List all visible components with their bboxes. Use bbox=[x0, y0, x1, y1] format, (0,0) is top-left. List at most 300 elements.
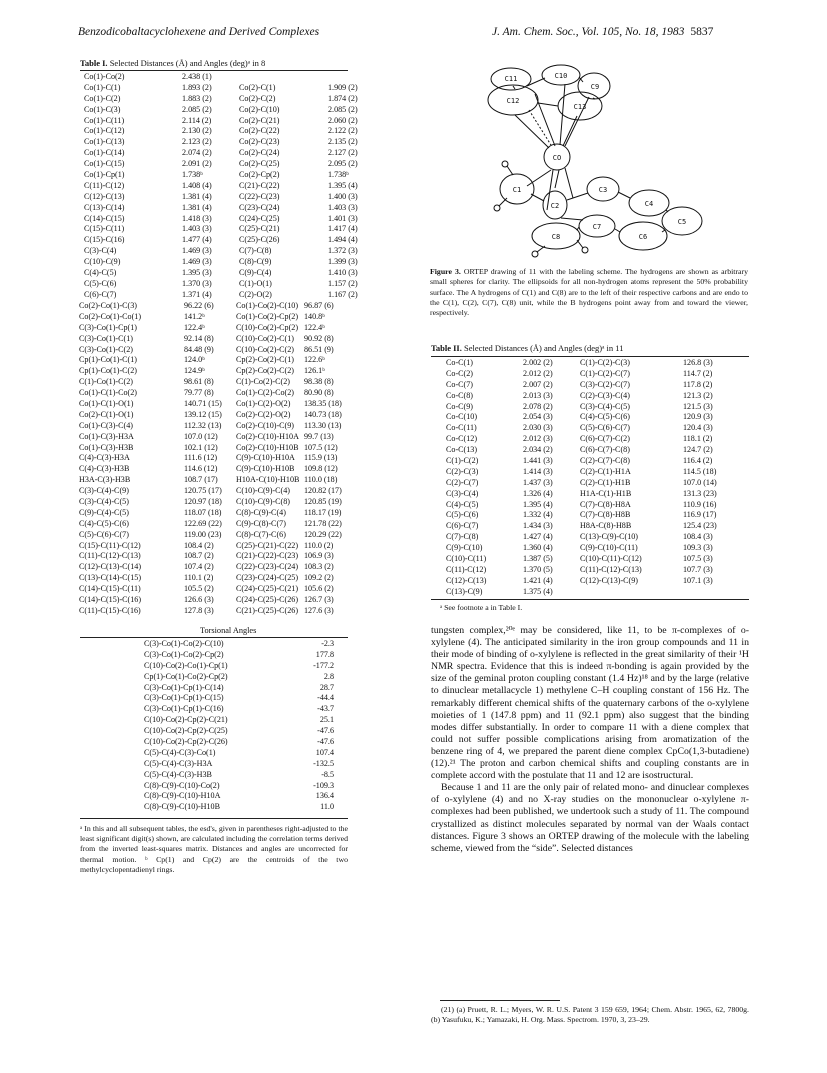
table1-row-value: 102.1 (12) bbox=[184, 442, 218, 452]
table1-row-value: 2.095 (2) bbox=[328, 159, 358, 169]
table2-row-value: 2.030 (3) bbox=[523, 423, 553, 433]
table2-row-value: 107.5 (3) bbox=[683, 554, 713, 564]
table2-caption bbox=[431, 343, 623, 353]
table1-row-label: C(23)-C(24) bbox=[239, 202, 280, 212]
table1-row-value: 1.381 (4) bbox=[182, 202, 212, 212]
table1-row-value: 1.403 (3) bbox=[328, 202, 358, 212]
table1-row-label: H3A-C(3)-H3B bbox=[79, 475, 131, 485]
table1-row-label: Co(2)-C(24) bbox=[239, 148, 280, 158]
table1-row-value: 1.403 (3) bbox=[182, 224, 212, 234]
table1-footnote: ᵃ In this and all subsequent tables, the esd's, given in parentheses right-adjusted to the least significant digit(s) shown, are calculated including the correlation terms derived from the inverted least-squares matrix. Distances and angles are uncorrected for thermal motion. ᵇ Cp(1) and Cp(2) are the centroids of the two methylcyclopentadienyl rings. bbox=[80, 824, 348, 874]
table1-row-label: C(10)-Co(2)-Cp(2) bbox=[236, 322, 299, 332]
table1-row-label: Co(2)-C(2) bbox=[239, 93, 276, 103]
table1-row-label: Co(1)-C(1)-Co(2) bbox=[79, 388, 137, 398]
table1-row-value: 106.9 (3) bbox=[304, 551, 334, 561]
torsion-row-label: C(10)-Co(2)-Cp(2)-C(25) bbox=[144, 726, 228, 736]
table2-row-label: C(5)-C(6) bbox=[446, 510, 479, 520]
table1-row-value: 1.909 (2) bbox=[328, 82, 358, 92]
table2-row-label: Co-C(13) bbox=[446, 445, 478, 455]
table1-row-label: C(4)-C(5) bbox=[84, 268, 117, 278]
torsion-row-label: C(5)-C(4)-C(3)-H3A bbox=[144, 758, 213, 768]
table1-row-label: C(8)-C(9)-C(4) bbox=[236, 507, 286, 517]
table1-row-label: Co(1)-C(12) bbox=[84, 126, 125, 136]
table1-row-value: 107.0 (12) bbox=[184, 431, 218, 441]
torsion-row-value: 11.0 bbox=[320, 802, 334, 812]
table1-row-value: 2.122 (2) bbox=[328, 126, 358, 136]
table1-row-label: C(24)-C(25)-C(26) bbox=[236, 595, 299, 605]
table1-row-value: 120.97 (18) bbox=[184, 497, 222, 507]
table1-row-label: C(25)-C(21) bbox=[239, 224, 280, 234]
atom-label-c10: C10 bbox=[554, 72, 568, 80]
table2-row-value: 1.437 (3) bbox=[523, 477, 553, 487]
table2-row-label: C(2)-C(7)-C(8) bbox=[580, 456, 630, 466]
table2-dist-values bbox=[523, 358, 553, 598]
body-paragraph-1: tungsten complex,²⁰ᵉ may be considered, like 11, to be π-complexes of o-xylylene (4). The anticipated similarity in the iron group compounds and 11 in their mode of binding of o-xylylene is reflected in the great similarity of their ¹H NMR spectra. Evidence that this is indeed π-bonding is again provided by the size of the geminal proton coupling constant (1.4 Hz)¹⁸ and by the large (relative to dinuclear metallacycle 1) methylene C–H coupling constant of 156 Hz. The remarkably different chemical shifts of the quaternary carbons of the o-xylylene moieties of 1 (147.8 ppm) and 11 (92.1 ppm) also suggest that the binding modes differ substantially. In order to compare 11 with a diene complex that could not suffer possible complications arising from aromatization of the benzene ring of 4, we prepared the parent diene complex CpCo(1,3-butadiene) (12).²¹ The proton and carbon chemical shifts and coupling constants are in complete accord with the postulate that 11 and 12 are isostructural. bbox=[431, 625, 749, 782]
atom-label-c8: C8 bbox=[551, 233, 561, 241]
table2-row-label: C(11)-C(12)-C(13) bbox=[580, 564, 642, 574]
atom-label-co: CO bbox=[552, 154, 562, 162]
table1-row-label: Cp(1)-Co(1)-C(1) bbox=[79, 355, 137, 365]
table1-row-value: 105.5 (2) bbox=[184, 584, 214, 594]
table1-row-label: C(3)-C(4)-C(9) bbox=[79, 486, 129, 496]
table2-row-label: Co-C(7) bbox=[446, 379, 473, 389]
table1-row-label: Co(2)-C(1)-O(1) bbox=[79, 409, 134, 419]
table1-row-value: 140.8ᵇ bbox=[304, 311, 325, 321]
table1-row-label: C(6)-C(7) bbox=[84, 289, 117, 299]
table2-angle-labels bbox=[580, 358, 642, 587]
table1-row-label: Co(2)-Cp(2) bbox=[239, 170, 280, 180]
table1-row-value: 121.78 (22) bbox=[304, 518, 342, 528]
table2-row-label: H8A-C(8)-H8B bbox=[580, 521, 632, 531]
table1-row-value: 2.130 (2) bbox=[182, 126, 212, 136]
table1-row-label: C(9)-C(10)-H10A bbox=[236, 453, 295, 463]
torsion-row-value: 25.1 bbox=[319, 715, 334, 725]
table1-row-value: 99.7 (13) bbox=[304, 431, 334, 441]
table2-row-label: C(1)-C(2) bbox=[446, 456, 479, 466]
torsion-row-label: C(5)-C(4)-C(3)-Co(1) bbox=[144, 747, 216, 757]
torsion-row-value: 107.4 bbox=[315, 747, 334, 757]
table1-row-label: C(21)-C(25)-C(26) bbox=[236, 605, 299, 615]
table1-row-value: 108.7 (17) bbox=[184, 475, 218, 485]
table2-row-value: 1.414 (3) bbox=[523, 466, 553, 476]
table1-row-label: Cp(2)-Co(2)-C(2) bbox=[236, 366, 294, 376]
table1-row-value: 1.395 (4) bbox=[328, 180, 358, 190]
table1-row-label: C(10)-Co(2)-C(1) bbox=[236, 333, 294, 343]
journal-citation: J. Am. Chem. Soc., Vol. 105, No. 18, 1983 bbox=[492, 26, 685, 38]
table1-row-value: 1.395 (3) bbox=[182, 268, 212, 278]
table2-row-label: C(12)-C(13) bbox=[446, 575, 487, 585]
table1-row-value: 107.4 (2) bbox=[184, 562, 214, 572]
table1-row-value: 1.469 (3) bbox=[182, 246, 212, 256]
table1-row-value: 1.400 (3) bbox=[328, 191, 358, 201]
table1-row-label: C(3)-C(4) bbox=[84, 246, 117, 256]
atom-h1a-sphere bbox=[502, 161, 508, 167]
table1-row-label: C(1)-Co(1)-C(2) bbox=[79, 377, 133, 387]
table1-row-label: C(9)-C(4)-C(5) bbox=[79, 507, 129, 517]
table2-row-value: 120.4 (3) bbox=[683, 423, 713, 433]
table2-row-label: C(11)-C(12) bbox=[446, 564, 487, 574]
table1-row-value: 140.71 (15) bbox=[184, 399, 222, 409]
table1-row-value: 1.401 (3) bbox=[328, 213, 358, 223]
table1-row-label: C(15)-C(11)-C(12) bbox=[79, 540, 141, 550]
table1-row-label: Cp(1)-Co(1)-C(2) bbox=[79, 366, 137, 376]
table1-row-value: 109.8 (12) bbox=[304, 464, 338, 474]
table2-row-value: 114.5 (18) bbox=[683, 466, 717, 476]
table2-row-value: 117.8 (2) bbox=[683, 379, 713, 389]
table1-row-value: 1.417 (4) bbox=[328, 224, 358, 234]
torsion-row-label: C(10)-Co(2)-Co(1)-Cp(1) bbox=[144, 660, 228, 670]
figure3-caption bbox=[430, 267, 748, 318]
table1-row-label: Co(2)-C(2)-O(2) bbox=[236, 409, 291, 419]
table1-row-value: 110.0 (2) bbox=[304, 540, 334, 550]
table1-row-value: 80.90 (8) bbox=[304, 388, 334, 398]
torsion-row-value: -132.5 bbox=[313, 758, 334, 768]
table1-row-label: C(5)-C(6)-C(7) bbox=[79, 529, 129, 539]
table1-row-value: 109.2 (2) bbox=[304, 573, 334, 583]
table2-bottom-rule bbox=[431, 599, 749, 600]
figure3-caption-label: Figure 3. bbox=[430, 267, 461, 276]
table1-row-value: 86.51 (9) bbox=[304, 344, 334, 354]
table1-row-label: C(3)-C(4)-C(5) bbox=[79, 497, 129, 507]
table1-row-value: 1.418 (3) bbox=[182, 213, 212, 223]
table1-row-label: C(8)-C(7)-C(6) bbox=[236, 529, 286, 539]
table1-row-label: C(24)-C(25)-C(21) bbox=[236, 584, 299, 594]
table1-row-value: 1.399 (3) bbox=[328, 257, 358, 267]
table1-row-value: 124.9ᵇ bbox=[184, 366, 205, 376]
table1-row-label: Co(1)-C(14) bbox=[84, 148, 125, 158]
table2-caption-label: Table II. bbox=[431, 343, 462, 353]
table1-row-value: 118.07 (18) bbox=[184, 507, 222, 517]
table1-row-label: Co(1)-C(13) bbox=[84, 137, 125, 147]
torsion-row-label: C(3)-Co(1)-Cp(1)-C(16) bbox=[144, 704, 224, 714]
table1-dist-right-labels bbox=[239, 72, 279, 301]
table1-row-value bbox=[328, 72, 358, 83]
table1-row-value: 110.1 (2) bbox=[184, 573, 214, 583]
table2-row-value: 114.7 (2) bbox=[683, 368, 713, 378]
table1-row-value: 118.17 (19) bbox=[304, 507, 342, 517]
table1-row-label: H10A-C(10)-H10B bbox=[236, 475, 300, 485]
table1-row-value: 139.12 (15) bbox=[184, 409, 222, 419]
table1-row-value: 98.38 (8) bbox=[304, 377, 334, 387]
table1-row-value: 2.114 (2) bbox=[182, 115, 212, 125]
table1-row-label: Co(2)-Co(1)-Co(1) bbox=[79, 311, 142, 321]
table1-row-value: 1.893 (2) bbox=[182, 82, 212, 92]
table2-row-label: C(2)-C(7) bbox=[446, 477, 479, 487]
table2-row-value: 1.326 (4) bbox=[523, 488, 553, 498]
table1-row-label: C(9)-C(4) bbox=[239, 268, 272, 278]
table2-row-value: 2.012 (2) bbox=[523, 368, 553, 378]
table1-row-label: C(14)-C(15)-C(11) bbox=[79, 584, 141, 594]
body-text bbox=[431, 625, 749, 855]
table2-footnote: ᵃ See footnote a in Table I. bbox=[440, 603, 523, 612]
torsion-row-label: C(10)-Co(2)-Cp(2)-C(26) bbox=[144, 737, 228, 747]
atom-label-c9: C9 bbox=[590, 83, 600, 91]
table2-row-label: Co-C(12) bbox=[446, 434, 478, 444]
table1-row-label: Co(2)-C(10) bbox=[239, 104, 280, 114]
table1-row-value: 126.7 (3) bbox=[304, 595, 334, 605]
table1-row-value: 2.091 (2) bbox=[182, 159, 212, 169]
table1-row-value: 2.127 (2) bbox=[328, 148, 358, 158]
atom-label-c1: C1 bbox=[512, 186, 522, 194]
table1-row-value: 90.92 (8) bbox=[304, 333, 334, 343]
table2-row-value: 116.9 (17) bbox=[683, 510, 717, 520]
table1-row-value: 120.75 (17) bbox=[184, 486, 222, 496]
table1-row-value: 2.085 (2) bbox=[182, 104, 212, 114]
table1-angle-left-values bbox=[184, 301, 222, 617]
table1-row-label: C(3)-Co(1)-C(2) bbox=[79, 344, 133, 354]
table1-dist-right-values bbox=[328, 72, 358, 301]
table2-row-label: C(10)-C(11) bbox=[446, 554, 487, 564]
ortep-figure bbox=[455, 60, 715, 260]
table1-row-label: Co(2)-C(10)-H10A bbox=[236, 431, 299, 441]
table1-row-value: 127.6 (3) bbox=[304, 605, 334, 615]
table1-row-label: C(21)-C(22)-C(23) bbox=[236, 551, 299, 561]
table1-caption-text: Selected Distances (Å) and Angles (deg)ᵃ in 8 bbox=[109, 58, 266, 68]
table1-row-label: Co(1)-C(15) bbox=[84, 159, 125, 169]
table2-row-value: 107.0 (14) bbox=[683, 477, 717, 487]
table2-row-value: 121.5 (3) bbox=[683, 401, 713, 411]
atom-label-c6: C6 bbox=[638, 233, 648, 241]
table2-row-label: C(6)-C(7)-C(8) bbox=[580, 445, 630, 455]
table2-row-value: 1.421 (4) bbox=[523, 575, 553, 585]
table2-row-label: Co-C(2) bbox=[446, 368, 473, 378]
table1-row-value: 1.157 (2) bbox=[328, 278, 358, 288]
table1-row-value: 2.074 (2) bbox=[182, 148, 212, 158]
table1-row-label: C(4)-C(3)-H3A bbox=[79, 453, 130, 463]
table1-row-value: 115.9 (13) bbox=[304, 453, 338, 463]
table1-row-value: 79.77 (8) bbox=[184, 388, 214, 398]
table1-row-value: 126.6 (3) bbox=[184, 595, 214, 605]
table2-dist-labels bbox=[446, 358, 486, 598]
table1-row-label: Co(1)-C(3)-H3B bbox=[79, 442, 134, 452]
table1-row-value: 2.060 (2) bbox=[328, 115, 358, 125]
atom-label-c4: C4 bbox=[644, 200, 654, 208]
table1-angle-right-labels bbox=[236, 301, 299, 617]
table1-row-label: C(13)-C(14) bbox=[84, 202, 125, 212]
figure3-caption-text: ORTEP drawing of 11 with the labeling scheme. The hydrogens are shown as arbitrary small spheres for clarity. The ellipsoids for all non-hydrogen atoms represent the 50% probability surface. The A hydrogens of C(1) and C(8) are to the left of their respective carbons and are endo to the C(1), C(2), C(7), C(8) unit, while the B hydrogens point away from and toward the viewer, respectively. bbox=[430, 267, 748, 318]
table2-row-value: 1.441 (3) bbox=[523, 456, 553, 466]
table1-row-label: C(15)-C(11) bbox=[84, 224, 125, 234]
table2-row-label: H1A-C(1)-H1B bbox=[580, 488, 632, 498]
torsion-row-label: C(5)-C(4)-C(3)-H3B bbox=[144, 769, 212, 779]
table1-row-label: C(8)-C(9) bbox=[239, 257, 272, 267]
table1-row-label: Co(1)-C(3) bbox=[84, 104, 121, 114]
torsion-row-label: C(3)-Co(1)-Cp(1)-C(14) bbox=[144, 682, 224, 692]
table2-row-label: Co-C(8) bbox=[446, 390, 473, 400]
table2-row-label: C(7)-C(8)-H8B bbox=[580, 510, 631, 520]
table2-row-label: C(2)-C(1)-H1B bbox=[580, 477, 631, 487]
table1-row-value: 114.6 (12) bbox=[184, 464, 218, 474]
table1-row-label: C(11)-C(12)-C(13) bbox=[79, 551, 141, 561]
table1-row-value: 127.8 (3) bbox=[184, 605, 214, 615]
table2-row-label: C(6)-C(7) bbox=[446, 521, 479, 531]
torsion-row-label: C(3)-Co(1)-Co(2)-Cp(2) bbox=[144, 649, 224, 659]
running-head-title: Benzodicobaltacyclohexene and Derived Complexes bbox=[78, 26, 320, 38]
table1-angle-right-values bbox=[304, 301, 342, 617]
table1-row-value: 122.69 (22) bbox=[184, 518, 222, 528]
table1-row-value: 2.085 (2) bbox=[328, 104, 358, 114]
torsion-row-value: -2.3 bbox=[321, 639, 334, 648]
atom-h1b-sphere bbox=[494, 205, 500, 211]
table1-row-label: Co(2)-C(1) bbox=[239, 82, 276, 92]
table2-row-value: 125.4 (23) bbox=[683, 521, 717, 531]
table2-row-label: Co-C(10) bbox=[446, 412, 478, 422]
table1-row-label: Co(1)-C(11) bbox=[84, 115, 125, 125]
table1-row-label: Co(2)-C(22) bbox=[239, 126, 280, 136]
table1-row-value: 105.6 (2) bbox=[304, 584, 334, 594]
table2-row-label: C(12)-C(13)-C(9) bbox=[580, 575, 638, 585]
table1-row-label: C(21)-C(22) bbox=[239, 180, 280, 190]
torsion-row-value: -47.6 bbox=[317, 737, 334, 747]
table2-row-value: 118.1 (2) bbox=[683, 434, 713, 444]
table2-row-value: 1.370 (5) bbox=[523, 564, 553, 574]
table2-row-value: 107.7 (3) bbox=[683, 564, 713, 574]
table2-row-label: C(4)-C(5) bbox=[446, 499, 479, 509]
table1-row-label: Co(1)-C(2) bbox=[84, 93, 121, 103]
table2-row-value: 121.3 (2) bbox=[683, 390, 713, 400]
table1-row-label: C(10)-Co(2)-C(2) bbox=[236, 344, 294, 354]
table1-row-value: 119.00 (23) bbox=[184, 529, 222, 539]
table1-row-label: Co(1)-Co(2)-Cp(2) bbox=[236, 311, 299, 321]
table2-top-rule bbox=[431, 356, 749, 357]
table2-row-value: 108.4 (3) bbox=[683, 532, 713, 542]
table1-row-value: 107.5 (12) bbox=[304, 442, 338, 452]
table1-caption bbox=[80, 58, 265, 68]
table1-row-label: C(14)-C(15) bbox=[84, 213, 125, 223]
table1-torsion-labels bbox=[144, 639, 228, 813]
table1-row-label: C(25)-C(26) bbox=[239, 235, 280, 245]
table2-row-label: C(3)-C(4) bbox=[446, 488, 479, 498]
table1-row-label: C(2)-O(2) bbox=[239, 289, 272, 299]
table2-row-value: 1.360 (4) bbox=[523, 543, 553, 553]
table1-row-label bbox=[239, 72, 279, 83]
table1-row-label: C(1)-O(1) bbox=[239, 278, 272, 288]
table1-row-value: 1.738ᵇ bbox=[182, 170, 203, 180]
table2-row-value: 1.434 (3) bbox=[523, 521, 553, 531]
table2-row-label: C(13)-C(9)-C(10) bbox=[580, 532, 638, 542]
table1-row-label: Cp(2)-Co(2)-C(1) bbox=[236, 355, 294, 365]
atom-h8b-sphere bbox=[582, 247, 588, 253]
table1-row-label: Co(2)-Co(1)-C(3) bbox=[79, 301, 137, 310]
table1-row-label: C(11)-C(12) bbox=[84, 180, 125, 190]
torsion-row-label: C(3)-Co(1)-Cp(1)-C(15) bbox=[144, 693, 224, 703]
table2-row-value: 116.4 (2) bbox=[683, 456, 713, 466]
table2-row-value: 2.007 (2) bbox=[523, 379, 553, 389]
table1-row-value: 1.477 (4) bbox=[182, 235, 212, 245]
table2-row-label: C(3)-C(2)-C(7) bbox=[580, 379, 630, 389]
table1-row-value: 122.6ᵇ bbox=[304, 355, 325, 365]
table1-row-label: Co(2)-C(25) bbox=[239, 159, 280, 169]
table1-row-value: 1.738ᵇ bbox=[328, 170, 349, 180]
table1-row-label: C(5)-C(6) bbox=[84, 278, 117, 288]
torsion-row-value: -44.4 bbox=[317, 693, 334, 703]
table1-row-label: Co(2)-C(23) bbox=[239, 137, 280, 147]
table1-row-value: 140.73 (18) bbox=[304, 409, 342, 419]
table1-row-label: C(9)-C(10)-H10B bbox=[236, 464, 295, 474]
table1-row-label: C(13)-C(14)-C(15) bbox=[79, 573, 142, 583]
table2-row-value: 1.427 (4) bbox=[523, 532, 553, 542]
table1-row-value: 1.371 (4) bbox=[182, 289, 212, 299]
table2-row-value: 2.054 (3) bbox=[523, 412, 553, 422]
table1-row-label: Co(1)-C(1)-O(1) bbox=[79, 399, 134, 409]
table1-row-label: Co(2)-C(10)-C(9) bbox=[236, 420, 294, 430]
table1-row-label: Co(1)-Co(2)-C(10) bbox=[236, 301, 299, 310]
table1-row-label: C(25)-C(21)-C(22) bbox=[236, 540, 299, 550]
page-number: 5837 bbox=[690, 26, 714, 38]
table2-row-value: 2.002 (2) bbox=[523, 358, 553, 367]
table1-row-value: 1.410 (3) bbox=[328, 268, 358, 278]
table1-row-label: C(10)-C(9)-C(8) bbox=[236, 497, 290, 507]
table1-row-value: 1.469 (3) bbox=[182, 257, 212, 267]
table1-row-label: Co(2)-C(21) bbox=[239, 115, 280, 125]
torsion-row-value: -47.6 bbox=[317, 726, 334, 736]
table1-row-value: 110.0 (18) bbox=[304, 475, 338, 485]
atom-label-c3: C3 bbox=[598, 186, 608, 194]
table1-row-value: 84.48 (9) bbox=[184, 344, 214, 354]
torsion-row-value: 2.8 bbox=[323, 671, 334, 681]
table2-row-value: 120.9 (3) bbox=[683, 412, 713, 422]
table1-row-value: 124.0ᵇ bbox=[184, 355, 205, 365]
table2-row-label: C(4)-C(5)-C(6) bbox=[580, 412, 630, 422]
table1-row-label: C(7)-C(8) bbox=[239, 246, 272, 256]
table1-row-value: 1.167 (2) bbox=[328, 289, 358, 299]
table1-top-rule bbox=[80, 70, 348, 71]
body-paragraph-2: Because 1 and 11 are the only pair of related mono- and dinuclear complexes of o-xylylene (4) and no X-ray studies on the mononuclear o-xylylene π-complexes had been published, we undertook such a study of 11. The compound crystallized as distinct molecules separated by normal van der Waals contact distances. Figure 3 shows an ORTEP drawing of the molecule with the labeling scheme, viewed from the “side”. Selected distances bbox=[431, 782, 749, 854]
table2-row-value: 1.387 (5) bbox=[523, 554, 553, 564]
table2-row-value: 2.078 (2) bbox=[523, 401, 553, 411]
atom-label-c12: C12 bbox=[506, 97, 520, 105]
table1-row-value: 108.4 (2) bbox=[184, 540, 214, 550]
table2-row-label: C(9)-C(10)-C(11) bbox=[580, 543, 638, 553]
table2-row-label: C(3)-C(4)-C(5) bbox=[580, 401, 630, 411]
torsion-row-value: -8.5 bbox=[321, 769, 334, 779]
table1-row-label: C(10)-C(9)-C(4) bbox=[236, 486, 290, 496]
table1-row-label: C(22)-C(23)-C(24) bbox=[236, 562, 299, 572]
table2-row-label: Co-C(1) bbox=[446, 358, 473, 367]
torsion-row-value: -177.2 bbox=[313, 660, 334, 670]
table1-row-label: C(3)-Co(1)-Cp(1) bbox=[79, 322, 137, 332]
table2-angle-values bbox=[683, 358, 717, 587]
table1-row-value: 1.494 (4) bbox=[328, 235, 358, 245]
table1-row-value: 112.32 (13) bbox=[184, 420, 222, 430]
table2-row-value: 110.9 (16) bbox=[683, 499, 717, 509]
table2-row-value: 109.3 (3) bbox=[683, 543, 713, 553]
torsion-row-value: 136.4 bbox=[315, 791, 334, 801]
table1-row-value: 96.22 (6) bbox=[184, 301, 214, 310]
table1-row-label: Co(1)-C(3)-H3A bbox=[79, 431, 134, 441]
table1-row-value: 138.35 (18) bbox=[304, 399, 342, 409]
table1-row-value: 108.3 (2) bbox=[304, 562, 334, 572]
table1-row-value: 98.61 (8) bbox=[184, 377, 214, 387]
torsional-heading: Torsional Angles bbox=[200, 626, 257, 635]
table1-row-label: C(1)-Co(2)-C(2) bbox=[236, 377, 290, 387]
table1-row-label: C(4)-C(5)-C(6) bbox=[79, 518, 129, 528]
table2-row-label: C(1)-C(2)-C(3) bbox=[580, 358, 630, 367]
torsion-row-label: C(8)-C(9)-C(10)-Co(2) bbox=[144, 780, 220, 790]
table2-row-value: 1.332 (4) bbox=[523, 510, 553, 520]
table2-row-value: 126.8 (3) bbox=[683, 358, 713, 367]
table2-row-label: C(5)-C(6)-C(7) bbox=[580, 423, 630, 433]
table1-row-label: Co(2)-C(10)-H10B bbox=[236, 442, 299, 452]
torsion-row-label: C(8)-C(9)-C(10)-H10B bbox=[144, 802, 220, 812]
table1-row-value: 126.1ᵇ bbox=[304, 366, 325, 376]
table1-row-value: 1.874 (2) bbox=[328, 93, 358, 103]
table2-row-label: C(7)-C(8)-H8A bbox=[580, 499, 631, 509]
table1-row-label: Co(1)-Co(2) bbox=[84, 72, 125, 81]
table1-caption-label: Table I. bbox=[80, 58, 108, 68]
table1-row-label: C(12)-C(13) bbox=[84, 191, 125, 201]
table1-row-value: 120.82 (17) bbox=[304, 486, 342, 496]
